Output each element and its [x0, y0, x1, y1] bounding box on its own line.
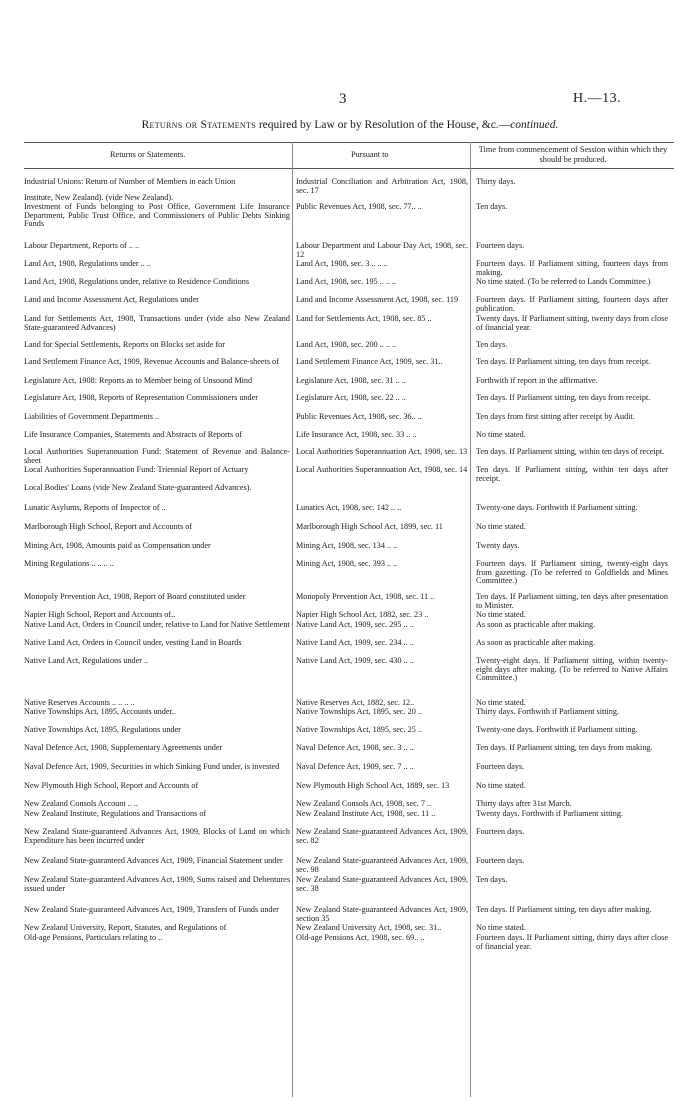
pursuant-cell: New Zealand State-guaranteed Advances Act, 1909, sec. 82 — [296, 827, 468, 845]
heading-rest: required by Law or by Resolution of the House, &c.— — [255, 119, 511, 131]
return-cell: Local Authorities Superannuation Fund: Statement of Revenue and Balance-sheet — [24, 447, 290, 465]
header-bottom-rule — [24, 168, 674, 169]
time-cell: As soon as practicable after making. — [476, 638, 596, 647]
pursuant-cell: Public Revenues Act, 1908, sec. 77.. .. — [296, 202, 422, 211]
time-cell: Ten days. If Parliament sitting, ten days from making. — [476, 743, 653, 752]
time-cell: Fourteen days. If Parliament sitting, thirty days after close of financial year. — [476, 933, 668, 951]
heading-continued: continued. — [510, 119, 559, 131]
return-cell: Legislature Act, 1908, Reports of Representation Commissioners under — [24, 393, 258, 402]
pursuant-cell: Mining Act, 1908, sec. 393 .. .. — [296, 559, 398, 568]
return-cell: Legislature Act, 1908: Reports as to Member being of Unsound Mind — [24, 376, 253, 385]
time-cell: Ten days. If Parliament sitting, within ten days of receipt. — [476, 447, 665, 456]
return-cell: Napier High School, Report and Accounts of.. — [24, 610, 176, 619]
return-cell: Industrial Unions: Return of Number of Members in each Union — [24, 177, 236, 186]
time-cell: Fourteen days. — [476, 762, 525, 771]
time-cell: Thirty days. Forthwith if Parliament sitting. — [476, 707, 620, 716]
pursuant-cell: Land and Income Assessment Act, 1908, sec. 119 — [296, 295, 459, 304]
time-cell: Ten days. — [476, 202, 508, 211]
time-cell: As soon as practicable after making. — [476, 620, 596, 629]
time-cell: Ten days. If Parliament sitting, ten days from receipt. — [476, 357, 651, 366]
return-cell: Investment of Funds belonging to Post Office, Government Life Insurance Department, Public Trust Office, and Commissioners of Public Debts Sinking Funds — [24, 202, 290, 229]
time-cell: No time stated. — [476, 610, 526, 619]
return-cell: Native Reserves Accounts .. .. .. .. — [24, 698, 135, 707]
time-cell: Thirty days after 31st March. — [476, 799, 572, 808]
pursuant-cell: Labour Department and Labour Day Act, 1908, sec. 12 — [296, 241, 468, 259]
pursuant-cell: Native Land Act, 1909, sec. 430 .. .. — [296, 656, 414, 665]
return-cell: Labour Department, Reports of .. .. — [24, 241, 140, 250]
return-cell: Native Land Act, Orders in Council under, relative to Land for Native Settlement — [24, 620, 290, 629]
return-cell: Life Insurance Companies, Statements and Abstracts of Reports of — [24, 430, 243, 439]
pursuant-cell: Legislature Act, 1908, sec. 22 .. .. — [296, 393, 406, 402]
pursuant-cell: New Zealand State-guaranteed Advances Act, 1909, sec. 98 — [296, 856, 468, 874]
return-cell: Local Bodies' Loans (vide New Zealand State-guaranteed Advances). — [24, 483, 252, 492]
time-cell: Ten days. If Parliament sitting, ten days from receipt. — [476, 393, 651, 402]
pursuant-cell: Naval Defence Act, 1909, sec. 7 .. .. — [296, 762, 414, 771]
time-cell: Ten days. — [476, 340, 508, 349]
time-cell: Thirty days. — [476, 177, 516, 186]
return-cell: Lunatic Asylums, Reports of Inspector of .. — [24, 503, 166, 512]
pursuant-cell: Industrial Conciliation and Arbitration Act, 1908, sec. 17 — [296, 177, 468, 195]
return-cell: New Zealand Institute, Regulations and Transactions of — [24, 809, 207, 818]
return-cell: Native Land Act, Regulations under .. — [24, 656, 149, 665]
pursuant-cell: New Zealand State-guaranteed Advances Act, 1909, section 35 — [296, 905, 468, 923]
return-cell: New Zealand State-guaranteed Advances Act, 1909, Transfers of Funds under — [24, 905, 279, 914]
pursuant-cell: Native Townships Act, 1895, sec. 25 .. — [296, 725, 422, 734]
pursuant-cell: Native Land Act, 1909, sec. 234 .. .. — [296, 638, 414, 647]
time-cell: Ten days from first sitting after receipt by Audit. — [476, 412, 635, 421]
return-cell: Old-age Pensions, Particulars relating to .. — [24, 933, 163, 942]
return-cell: Mining Regulations .. .. .. .. — [24, 559, 114, 568]
pursuant-cell: Naval Defence Act, 1908, sec. 3 .. .. — [296, 743, 414, 752]
page-number: 3 — [339, 91, 347, 107]
time-cell: Twenty days. — [476, 541, 520, 550]
column-header-pursuant: Pursuant to — [351, 150, 389, 159]
header-top-rule — [24, 142, 674, 143]
time-cell: Ten days. If Parliament sitting, ten days after presentation to Minister. — [476, 592, 668, 610]
return-cell: Naval Defence Act, 1909, Securities in which Sinking Fund under, is invested — [24, 762, 280, 771]
pursuant-cell: Napier High School Act, 1882, sec. 23 .. — [296, 610, 429, 619]
return-cell: New Zealand State-guaranteed Advances Act, 1909, Financial Statement under — [24, 856, 283, 865]
return-cell: Liabilities of Government Departments .. — [24, 412, 160, 421]
time-cell: Twenty-one days. Forthwith if Parliament sitting. — [476, 725, 638, 734]
return-cell: Naval Defence Act, 1908, Supplementary Agreements under — [24, 743, 223, 752]
time-cell: Twenty-eight days. If Parliament sitting, within twenty-eight days after making. (To be referred to Native Affairs Committee.) — [476, 656, 668, 683]
return-cell: Land and Income Assessment Act, Regulations under — [24, 295, 199, 304]
pursuant-cell: Public Revenues Act, 1908, sec. 36.. .. — [296, 412, 422, 421]
pursuant-cell: New Zealand Institute Act, 1908, sec. 11 .. — [296, 809, 436, 818]
time-cell: No time stated. (To be referred to Lands Committee.) — [476, 277, 651, 286]
pursuant-cell: Old-age Pensions Act, 1908, sec. 69.. .. — [296, 933, 425, 942]
pursuant-cell: Native Townships Act, 1895, sec. 20 .. — [296, 707, 422, 716]
time-cell: Ten days. — [476, 875, 508, 884]
time-cell: Fourteen days. — [476, 241, 525, 250]
time-cell: No time stated. — [476, 781, 526, 790]
time-cell: Fourteen days. — [476, 856, 525, 865]
pursuant-cell: Land Act, 1908, sec. 200 .. .. .. — [296, 340, 397, 349]
column-header-returns: Returns or Statements. — [110, 150, 186, 159]
time-cell: Fourteen days. If Parliament sitting, fourteen days after publication. — [476, 295, 668, 313]
column-divider-1 — [292, 142, 293, 1097]
pursuant-cell: New Zealand State-guaranteed Advances Act, 1909, sec. 38 — [296, 875, 468, 893]
pursuant-cell: Land Act, 1908, sec. 195 .. .. .. — [296, 277, 397, 286]
time-cell: Twenty days. Forthwith if Parliament sitting. — [476, 809, 624, 818]
time-cell: No time stated. — [476, 522, 526, 531]
pursuant-cell: Marlborough High School Act, 1899, sec. 11 — [296, 522, 443, 531]
pursuant-cell: Native Reserves Act, 1882, sec. 12.. — [296, 698, 415, 707]
return-cell: New Plymouth High School, Report and Accounts of — [24, 781, 199, 790]
return-cell: Land for Settlements Act, 1908, Transactions under (vide also New Zealand State-guaranteed Advances) — [24, 314, 290, 332]
pursuant-cell: Native Land Act, 1909, sec. 295 .. .. — [296, 620, 414, 629]
pursuant-cell: Life Insurance Act, 1908, sec. 33 .. .. — [296, 430, 417, 439]
page-heading — [0, 119, 700, 131]
return-cell: Native Land Act, Orders in Council under, vesting Land in Boards — [24, 638, 242, 647]
return-cell: New Zealand State-guaranteed Advances Act, 1909, Sums raised and Debentures issued under — [24, 875, 290, 893]
pursuant-cell: New Zealand University Act, 1908, sec. 31.. — [296, 923, 442, 932]
pursuant-cell: Local Authorities Superannuation Act, 1908, sec. 14 — [296, 465, 468, 474]
pursuant-cell: Local Authorities Superannuation Act, 1908, sec. 13 — [296, 447, 468, 456]
return-cell: Native Townships Act, 1895, Accounts under.. — [24, 707, 176, 716]
document-code: H.—13. — [573, 91, 622, 106]
return-cell: New Zealand Consols Account .. .. — [24, 799, 138, 808]
time-cell: Fourteen days. If Parliament sitting, fourteen days from making. — [476, 259, 668, 277]
time-cell: Twenty days. If Parliament sitting, twenty days from close of financial year. — [476, 314, 668, 332]
return-cell: Mining Act, 1908, Amounts paid as Compensation under — [24, 541, 211, 550]
return-cell: Marlborough High School, Report and Accounts of — [24, 522, 193, 531]
pursuant-cell: Land for Settlements Act, 1908, sec. 85 .. — [296, 314, 432, 323]
pursuant-cell: Legislature Act, 1908, sec. 31 .. .. — [296, 376, 406, 385]
time-cell: No time stated. — [476, 430, 526, 439]
return-cell: New Zealand University, Report, Statutes, and Regulations of — [24, 923, 227, 932]
return-cell: Land Act, 1908, Regulations under, relative to Residence Conditions — [24, 277, 250, 286]
pursuant-cell: New Plymouth High School Act, 1889, sec. 13 — [296, 781, 450, 790]
pursuant-cell: Land Settlement Finance Act, 1909, sec. 31.. — [296, 357, 443, 366]
pursuant-cell: Lunatics Act, 1908, sec. 142 .. .. — [296, 503, 402, 512]
return-cell: Monopoly Prevention Act, 1908, Report of Board constituted under — [24, 592, 246, 601]
return-cell: Land Act, 1908, Regulations under .. .. — [24, 259, 151, 268]
time-cell: No time stated. — [476, 698, 526, 707]
pursuant-cell: Mining Act, 1908, sec. 134 .. .. — [296, 541, 398, 550]
time-cell: Fourteen days. — [476, 827, 525, 836]
return-cell: Land Settlement Finance Act, 1909, Revenue Accounts and Balance-sheets of — [24, 357, 279, 366]
time-cell: Ten days. If Parliament sitting, ten days after making. — [476, 905, 652, 914]
time-cell: Twenty-one days. Forthwith if Parliament sitting. — [476, 503, 638, 512]
pursuant-cell: New Zealand Consols Act, 1908, sec. 7 .. — [296, 799, 432, 808]
return-cell: New Zealand State-guaranteed Advances Act, 1909, Blocks of Land on which Expenditure has been incurred under — [24, 827, 290, 845]
column-divider-2 — [470, 142, 471, 1097]
pursuant-cell: Land Act, 1908, sec. 3 .. .. .. — [296, 259, 388, 268]
column-header-time: Time from commencement of Session within which they should be produced. — [478, 145, 668, 164]
return-cell: Institute, New Zealand). (vide New Zealand). — [24, 193, 174, 202]
time-cell: No time stated. — [476, 923, 526, 932]
return-cell: Land for Special Settlements, Reports on Blocks set aside for — [24, 340, 226, 349]
pursuant-cell: Monopoly Prevention Act, 1908, sec. 11 .. — [296, 592, 435, 601]
heading-smallcaps: Returns or Statements — [141, 119, 256, 131]
time-cell: Ten days. If Parliament sitting, within ten days after receipt. — [476, 465, 668, 483]
return-cell: Local Authorities Superannuation Fund: Triennial Report of Actuary — [24, 465, 249, 474]
time-cell: Forthwith if report in the affirmative. — [476, 376, 598, 385]
time-cell: Fourteen days. If Parliament sitting, twenty-eight days from gazetting. (To be referred to Goldfields and Mines Committee.) — [476, 559, 668, 586]
return-cell: Native Townships Act, 1895, Regulations under — [24, 725, 181, 734]
